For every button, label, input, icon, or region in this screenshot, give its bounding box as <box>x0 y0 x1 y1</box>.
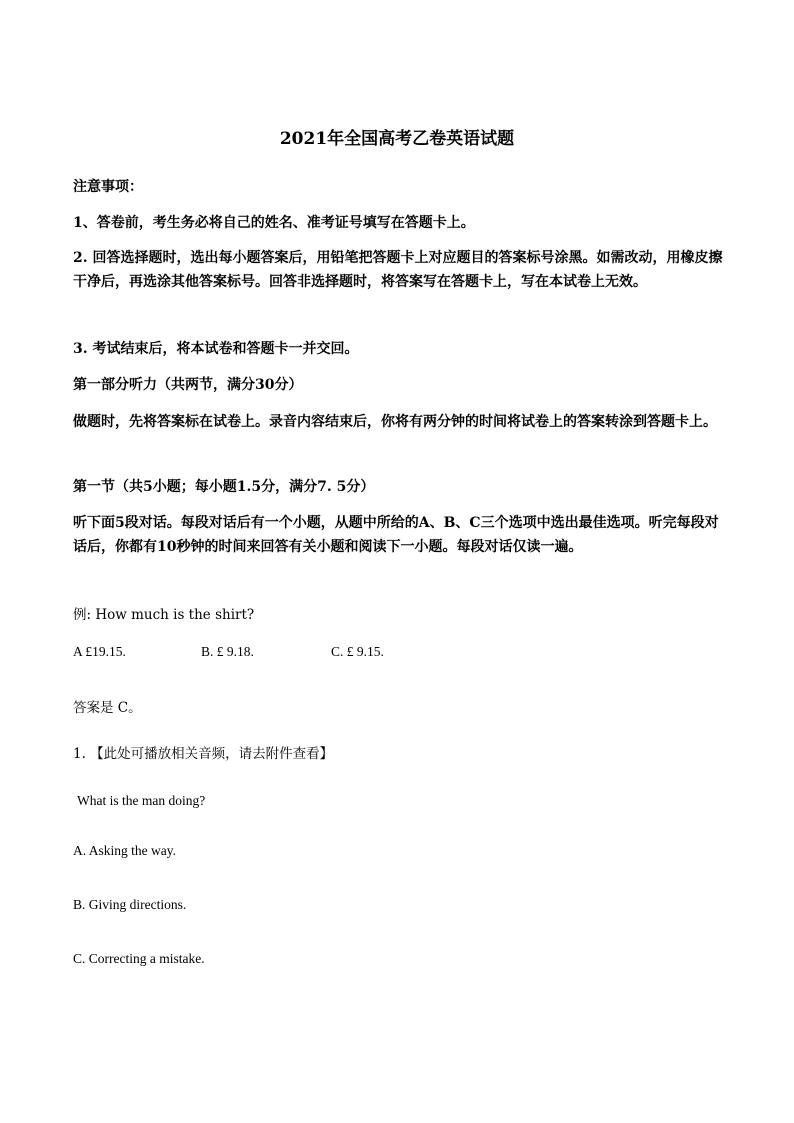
notice-item-1: 1、答卷前，考生务必将自己的姓名、准考证号填写在答题卡上。 <box>73 215 475 231</box>
notice-heading: 注意事项： <box>73 179 143 195</box>
example-option-c: C. £ 9.15. <box>331 644 384 659</box>
page-title: 2021年全国高考乙卷英语试题 <box>279 129 515 149</box>
q1-question: What is the man doing? <box>77 793 206 808</box>
q1-option-c: C. Correcting a mistake. <box>73 951 205 966</box>
part1-heading: 第一部分听力（共两节，满分30分） <box>73 377 303 393</box>
section1-instruction: 听下面5段对话。每段对话后有一个小题，从题中所给的A、B、C三个选项中选出最佳选项。听完每段对话后，你都有10秒钟的时间来回答有关小题和阅读下一小题。每段对话仅读一遍。 <box>73 515 719 555</box>
example-question: 例: How much is the shirt? <box>73 607 255 623</box>
q1-option-a: A. Asking the way. <box>73 843 176 858</box>
example-option-b: B. £ 9.18. <box>201 644 254 659</box>
notice-item-2: 2. 回答选择题时，选出每小题答案后，用铅笔把答题卡上对应题目的答案标号涂黑。如需改动，用橡皮擦干净后，再选涂其他答案标号。回答非选择题时，将答案写在答题卡上，写在本试卷上无效。 <box>73 250 723 290</box>
example-option-a: A £19.15. <box>73 644 126 659</box>
q1-option-b: B. Giving directions. <box>73 897 187 912</box>
notice-item-3: 3. 考试结束后，将本试卷和答题卡一并交回。 <box>73 341 359 357</box>
q1-audio-prompt: 1. 【此处可播放相关音频，请去附件查看】 <box>73 746 334 762</box>
example-answer: 答案是 C。 <box>73 700 142 716</box>
section1-heading: 第一节（共5小题；每小题1.5分，满分7. 5分） <box>73 479 375 495</box>
part1-instruction: 做题时，先将答案标在试卷上。录音内容结束后，你将有两分钟的时间将试卷上的答案转涂到答题卡上。 <box>73 414 717 430</box>
